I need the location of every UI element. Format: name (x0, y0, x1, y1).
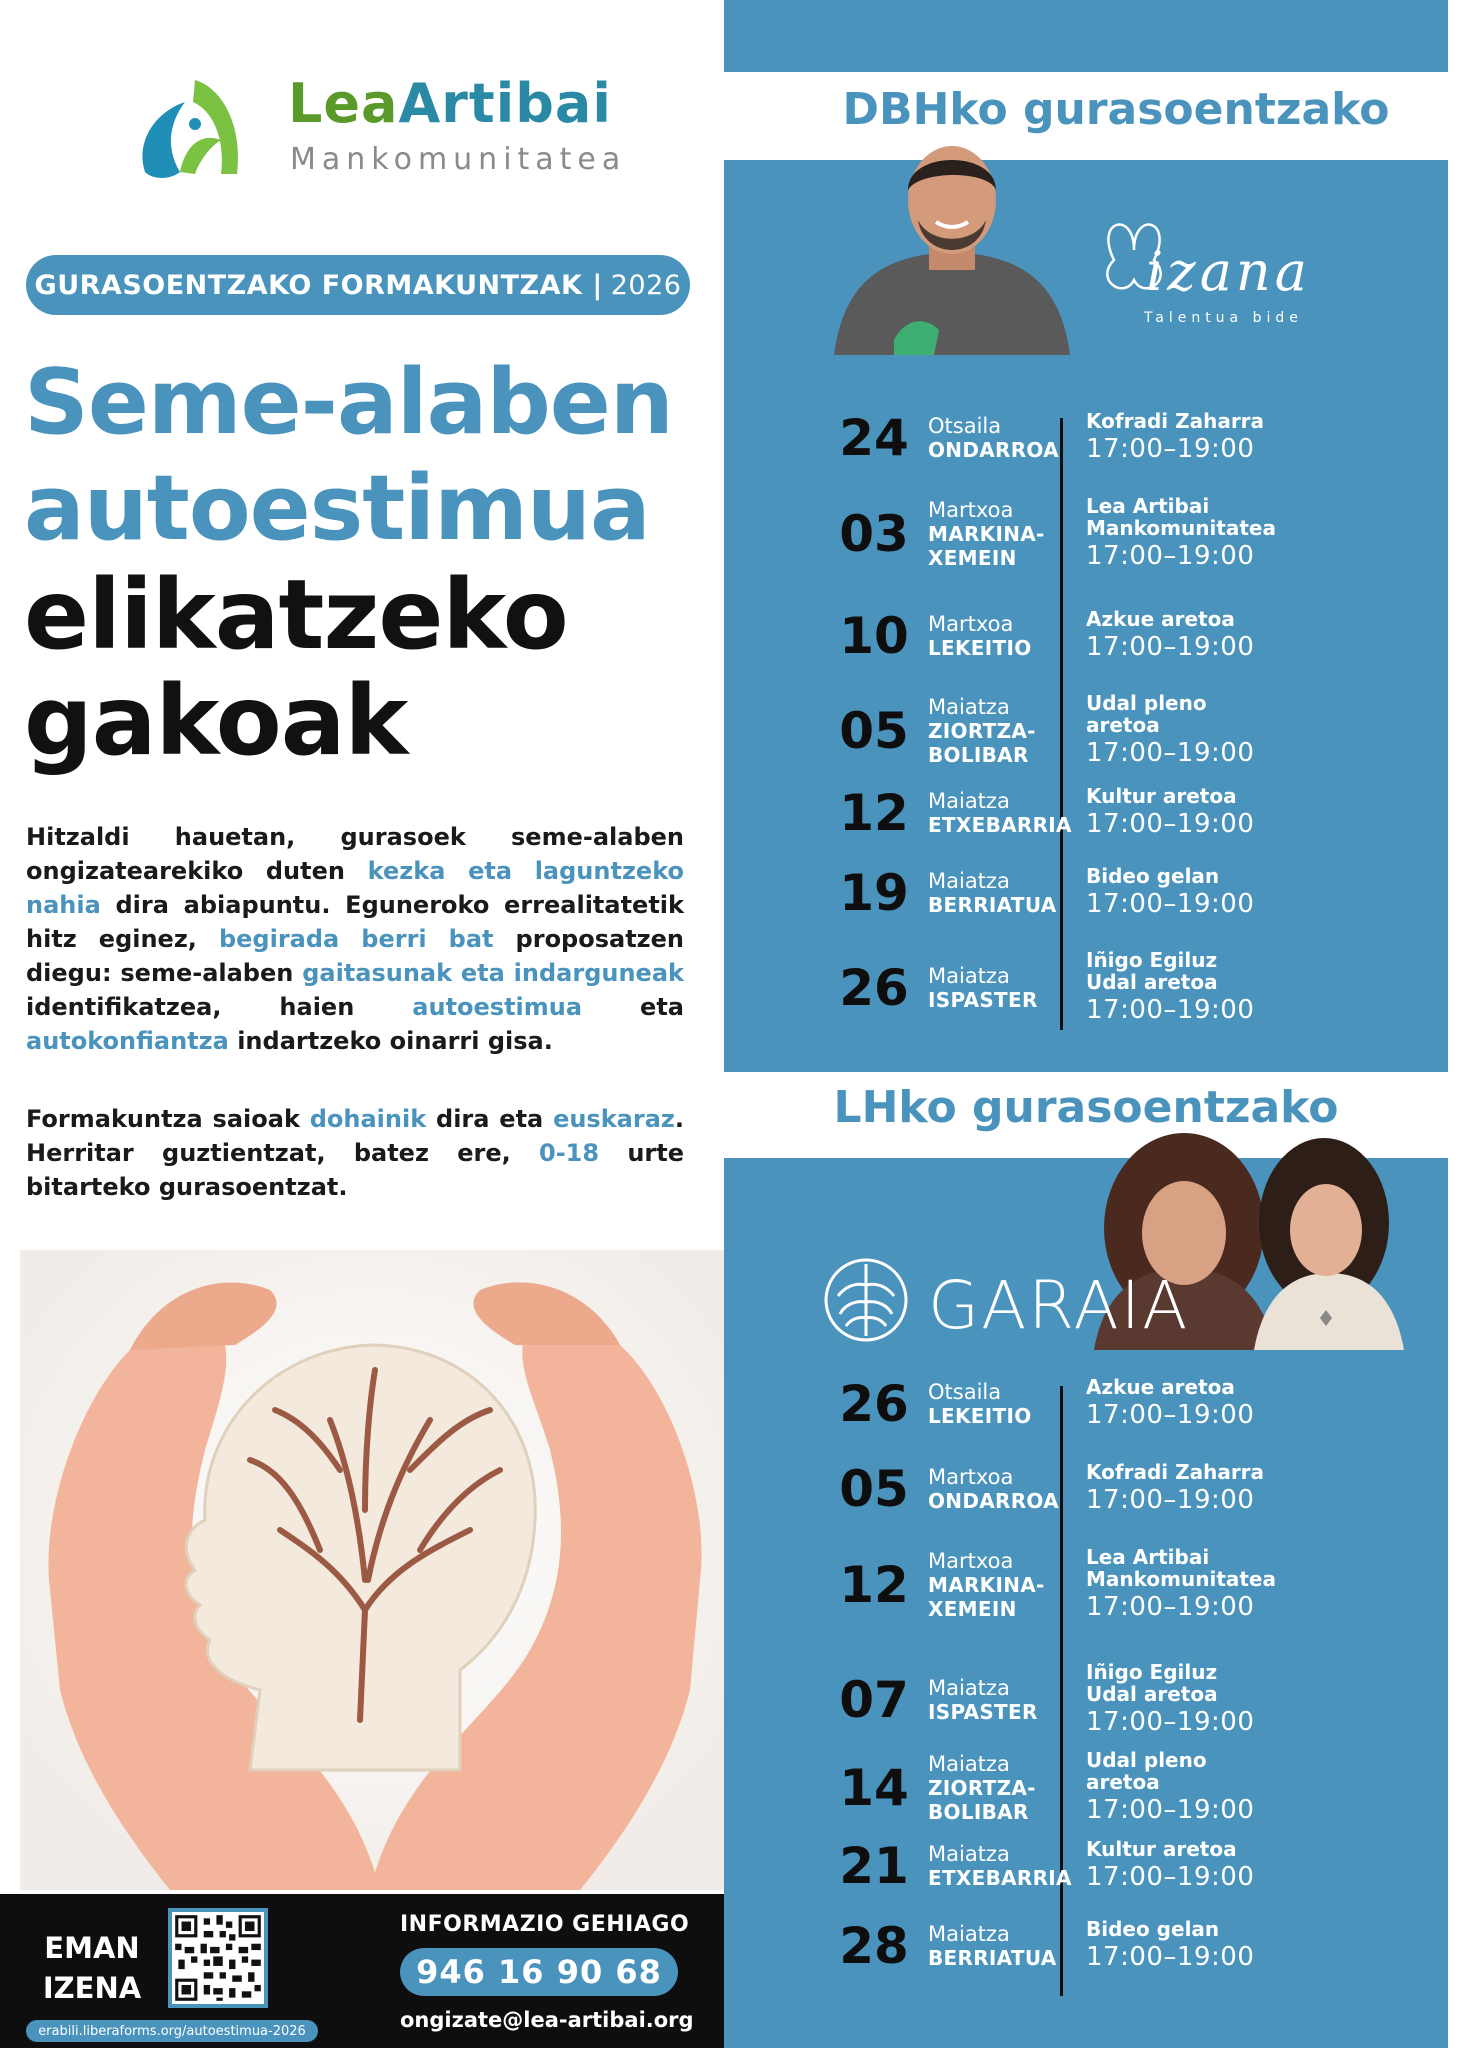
session-day: 26 (839, 1375, 909, 1433)
info-text: dira eta (426, 1105, 554, 1133)
info-text: urte bitarteko gurasoentzat. (26, 1139, 685, 1201)
session-venue (1086, 1661, 1386, 1739)
session-time: 17:00–19:00 (1086, 1795, 1255, 1825)
session-venue (1086, 692, 1386, 770)
session-town: ETXEBARRIA (928, 813, 1072, 837)
more-info-label: INFORMAZIO GEHIAGO (400, 1912, 690, 1937)
session-venue-name: Azkue aretoa (1086, 607, 1235, 631)
session-month-place (928, 414, 1068, 462)
session-venue-name: Bideo gelan (1086, 864, 1220, 888)
session-row (834, 692, 1394, 770)
info-text: Formakuntza saioak (26, 1105, 310, 1133)
session-venue (1086, 1838, 1386, 1894)
intro-paragraph (26, 820, 684, 1058)
right-column (724, 0, 1448, 2048)
izana-logo (1084, 200, 1354, 340)
title-line-4: gakoak (24, 665, 408, 777)
footer (0, 1894, 724, 2048)
session-row (834, 1918, 1394, 1974)
session-venue-name: Mankomunitatea (1086, 1567, 1276, 1591)
logo-name-lea: Lea (288, 72, 399, 135)
session-town: LEKEITIO (928, 1404, 1032, 1428)
session-venue-name: Kultur aretoa (1086, 784, 1237, 808)
lea-artibai-logo-mark-icon (125, 62, 255, 192)
session-month: Maiatza (928, 695, 1010, 719)
session-town: BERRIATUA (928, 893, 1057, 917)
session-month-place (928, 1465, 1068, 1513)
session-venue (1086, 1376, 1386, 1432)
session-month-place (928, 695, 1068, 767)
session-time: 17:00–19:00 (1086, 1707, 1255, 1737)
session-town: BOLIBAR (928, 743, 1029, 767)
session-venue-name: Udal pleno (1086, 1748, 1207, 1772)
session-day: 19 (839, 864, 909, 922)
intro-highlight: autokonfiantza (26, 1027, 229, 1055)
intro-text: identifikatzea, haien (26, 993, 413, 1021)
session-month-place (928, 1676, 1068, 1724)
lea-artibai-logo (125, 62, 627, 192)
session-month: Otsaila (928, 1380, 1002, 1404)
session-time: 17:00–19:00 (1086, 1942, 1255, 1972)
session-row (834, 949, 1394, 1027)
session-venue (1086, 949, 1386, 1027)
session-month-place (928, 1842, 1072, 1890)
session-month: Martxoa (928, 1465, 1014, 1489)
session-time: 17:00–19:00 (1086, 738, 1255, 768)
session-venue (1086, 495, 1386, 573)
title-line-3: elikatzeko (24, 559, 568, 671)
session-venue (1086, 1749, 1386, 1827)
info-highlight: euskaraz (553, 1105, 675, 1133)
session-town: LEKEITIO (928, 636, 1032, 660)
programme-label: GURASOENTZAKO FORMAKUNTZAK | (34, 269, 603, 301)
session-day: 28 (839, 1917, 909, 1975)
session-month-place (928, 1752, 1068, 1824)
session-town: XEMEIN (928, 1597, 1017, 1621)
session-month-place (928, 1380, 1068, 1428)
session-venue-name: Udal aretoa (1086, 1682, 1218, 1706)
session-time: 17:00–19:00 (1086, 1862, 1255, 1892)
qr-code-icon[interactable] (168, 1908, 268, 2008)
session-venue-name: Udal pleno (1086, 691, 1207, 715)
session-day: 26 (839, 959, 909, 1017)
garaia-logo (818, 1250, 1190, 1350)
session-month-place (928, 789, 1072, 837)
session-town: ISPASTER (928, 988, 1038, 1012)
logo-name-artibai: Artibai (398, 72, 612, 135)
session-month: Maiatza (928, 869, 1010, 893)
page-title (24, 350, 673, 777)
session-time: 17:00–19:00 (1086, 995, 1255, 1025)
session-row (834, 495, 1394, 573)
session-venue (1086, 1918, 1386, 1974)
session-town: ZIORTZA- (928, 1776, 1036, 1800)
session-month-place (928, 1549, 1068, 1621)
intro-text: eta (582, 993, 684, 1021)
session-month: Maiatza (928, 1842, 1010, 1866)
session-time: 17:00–19:00 (1086, 434, 1255, 464)
session-town: MARKINA- (928, 522, 1045, 546)
session-day: 21 (839, 1837, 909, 1895)
session-venue-name: Kultur aretoa (1086, 1837, 1237, 1861)
session-month: Martxoa (928, 612, 1014, 636)
session-day: 14 (839, 1759, 909, 1817)
session-venue-name: aretoa (1086, 713, 1160, 737)
session-row (834, 1749, 1394, 1827)
session-month-place (928, 498, 1068, 570)
session-row (834, 1838, 1394, 1894)
session-row (834, 608, 1394, 664)
left-column (0, 0, 724, 2048)
session-venue-name: Lea Artibai (1086, 494, 1210, 518)
session-time: 17:00–19:00 (1086, 1592, 1255, 1622)
session-row (834, 410, 1394, 466)
session-venue (1086, 608, 1386, 664)
info-highlight: dohainik (309, 1105, 427, 1133)
session-row (834, 865, 1394, 921)
session-row (834, 1661, 1394, 1739)
register-line-1: EMAN (44, 1931, 140, 1965)
izana-tagline: Talentua bide (1144, 310, 1303, 326)
session-venue-name: Azkue aretoa (1086, 1375, 1235, 1399)
session-time: 17:00–19:00 (1086, 889, 1255, 919)
session-venue (1086, 1546, 1386, 1624)
session-time: 17:00–19:00 (1086, 541, 1255, 571)
session-time: 17:00–19:00 (1086, 1400, 1255, 1430)
session-time: 17:00–19:00 (1086, 809, 1255, 839)
dbh-heading: DBHko gurasoentzako (842, 84, 1390, 135)
session-venue (1086, 1461, 1386, 1517)
title-line-1: Seme-alaben (24, 350, 673, 455)
session-day: 05 (839, 702, 909, 760)
session-town: BERRIATUA (928, 1946, 1057, 1970)
session-month-place (928, 964, 1068, 1012)
info-highlight: 0-18 (539, 1139, 600, 1167)
hands-holding-head-illustration (20, 1250, 724, 1890)
session-day: 12 (839, 784, 909, 842)
intro-text: Hitzaldi hauetan, gurasoek seme-alaben ongizatearekiko duten (26, 823, 684, 885)
info-paragraph (26, 1102, 684, 1204)
contact-email[interactable]: ongizate@lea-artibai.org (400, 2008, 694, 2032)
session-month: Maiatza (928, 964, 1010, 988)
session-venue-name: Lea Artibai (1086, 1545, 1210, 1569)
session-time: 17:00–19:00 (1086, 632, 1255, 662)
session-day: 05 (839, 1460, 909, 1518)
session-row (834, 1546, 1394, 1624)
session-month: Maiatza (928, 1676, 1010, 1700)
session-venue-name: Iñigo Egiluz (1086, 948, 1218, 972)
programme-year: 2026 (610, 269, 682, 301)
session-town: BOLIBAR (928, 1800, 1029, 1824)
session-month: Maiatza (928, 789, 1010, 813)
register-label (40, 1928, 144, 2008)
info-text: . Herritar guztientzat, batez ere, (26, 1105, 684, 1167)
session-town: ETXEBARRIA (928, 1866, 1072, 1890)
register-line-2: IZENA (42, 1971, 142, 2005)
intro-text: dira abiapuntu. Eguneroko errealitatetik hitz eginez, (26, 891, 684, 953)
garaia-brand: GARAIA (928, 1267, 1190, 1344)
session-month: Maiatza (928, 1752, 1010, 1776)
izana-brand: izana (1146, 240, 1311, 303)
logo-subtitle: Mankomunitatea (290, 142, 627, 177)
session-venue (1086, 865, 1386, 921)
session-day: 10 (839, 607, 909, 665)
session-row (834, 785, 1394, 841)
top-band (724, 0, 1448, 72)
session-venue (1086, 410, 1386, 466)
session-row (834, 1461, 1394, 1517)
logo-name (288, 72, 612, 135)
session-month: Maiatza (928, 1922, 1010, 1946)
session-venue-name: Iñigo Egiluz (1086, 1660, 1218, 1684)
session-venue-name: Udal aretoa (1086, 970, 1218, 994)
programme-pill (26, 255, 690, 315)
session-venue-name: Kofradi Zaharra (1086, 1460, 1265, 1484)
session-row (834, 1376, 1394, 1432)
phone-number[interactable]: 946 16 90 68 (400, 1948, 678, 1996)
session-venue-name: Bideo gelan (1086, 1917, 1220, 1941)
intro-highlight: kezka eta laguntzeko nahia (26, 857, 684, 919)
session-venue-name: Kofradi Zaharra (1086, 409, 1265, 433)
session-time: 17:00–19:00 (1086, 1485, 1255, 1515)
session-month: Otsaila (928, 414, 1002, 438)
session-town: MARKINA- (928, 1573, 1045, 1597)
intro-text: proposatzen diegu: seme-alaben (26, 925, 685, 987)
session-day: 12 (839, 1556, 909, 1614)
session-venue (1086, 785, 1386, 841)
garaia-tree-icon (826, 1260, 906, 1340)
title-line-2: autoestimua (24, 456, 650, 561)
session-day: 03 (839, 505, 909, 563)
registration-url[interactable]: erabili.liberaforms.org/autoestimua-2026 (26, 2020, 318, 2042)
session-month-place (928, 1922, 1068, 1970)
intro-text: indartzeko oinarri gisa. (228, 1027, 553, 1055)
session-month: Martxoa (928, 1549, 1014, 1573)
speaker-photo (824, 140, 1080, 355)
session-day: 07 (839, 1671, 909, 1729)
session-day: 24 (839, 409, 909, 467)
session-town: XEMEIN (928, 546, 1017, 570)
session-venue-name: Mankomunitatea (1086, 516, 1276, 540)
intro-highlight: gaitasunak eta indarguneak (302, 959, 684, 987)
session-town: ONDARROA (928, 438, 1059, 462)
session-town: ZIORTZA- (928, 719, 1036, 743)
intro-highlight: begirada berri bat (218, 925, 494, 953)
session-month-place (928, 612, 1068, 660)
session-town: ONDARROA (928, 1489, 1059, 1513)
session-town: ISPASTER (928, 1700, 1038, 1724)
session-month-place (928, 869, 1068, 917)
session-venue-name: aretoa (1086, 1770, 1160, 1794)
session-month: Martxoa (928, 498, 1014, 522)
intro-highlight: autoestimua (412, 993, 583, 1021)
lh-heading: LHko gurasoentzako (833, 1082, 1339, 1133)
